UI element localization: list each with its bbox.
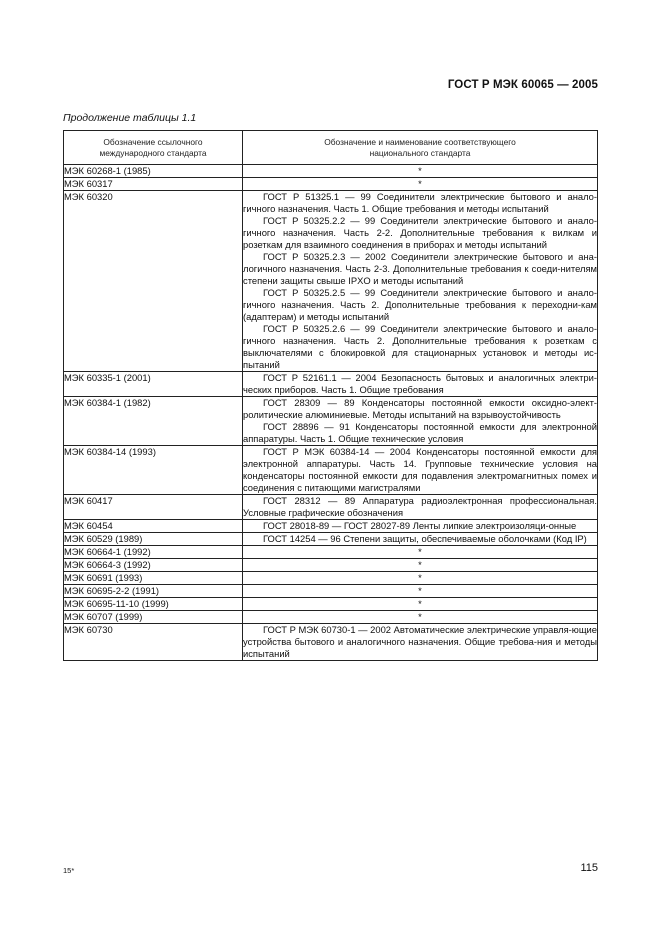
national-standard-cell bbox=[243, 572, 598, 585]
national-standard-cell bbox=[243, 546, 598, 559]
table-row bbox=[64, 585, 598, 598]
table-row bbox=[64, 559, 598, 572]
table-row bbox=[64, 546, 598, 559]
not-available-mark: * bbox=[418, 598, 422, 609]
national-standard-text: ГОСТ Р 50325.2.2 — 99 Соединители электрические бытового и анало-гичного назначения. Часть 2-2. Дополнительные требования к вилкам и розеткам для взаимного соединения в приборах и методы испытаний bbox=[243, 215, 597, 250]
table-row bbox=[64, 397, 598, 446]
international-standard-cell: МЭК 60320 bbox=[64, 191, 243, 372]
table-row bbox=[64, 598, 598, 611]
international-standard-cell: МЭК 60335-1 (2001) bbox=[64, 372, 243, 397]
not-available-mark: * bbox=[418, 559, 422, 570]
table-row bbox=[64, 191, 598, 372]
international-standard-cell: МЭК 60384-1 (1982) bbox=[64, 397, 243, 446]
national-standard-text: ГОСТ Р 50325.2.5 — 99 Соединители электрические бытового и анало-гичного назначения. Часть 2. Дополнительные требования к переходни-кам (адаптерам) и методы испытаний bbox=[243, 287, 597, 322]
international-standard-cell: МЭК 60664-3 (1992) bbox=[64, 559, 243, 572]
national-standard-text: ГОСТ 14254 — 96 Степени защиты, обеспечиваемые оболочками (Код IP) bbox=[263, 533, 587, 544]
international-standard-cell: МЭК 60695-2-2 (1991) bbox=[64, 585, 243, 598]
not-available-mark: * bbox=[418, 165, 422, 176]
national-standard-cell bbox=[243, 520, 598, 533]
national-standard-cell bbox=[243, 598, 598, 611]
international-standard-cell: МЭК 60730 bbox=[64, 624, 243, 661]
national-standard-cell bbox=[243, 191, 598, 372]
column-header-national bbox=[243, 131, 598, 165]
not-available-mark: * bbox=[418, 611, 422, 622]
column-header-line: национального стандарта bbox=[369, 147, 471, 158]
table-row bbox=[64, 178, 598, 191]
national-standard-cell bbox=[243, 533, 598, 546]
international-standard-cell: МЭК 60417 bbox=[64, 495, 243, 520]
table-row bbox=[64, 446, 598, 495]
international-standard-cell: МЭК 60529 (1989) bbox=[64, 533, 243, 546]
international-standard-cell: МЭК 60317 bbox=[64, 178, 243, 191]
international-standard-cell: МЭК 60454 bbox=[64, 520, 243, 533]
page-number: 115 bbox=[580, 862, 598, 874]
column-header-line: Обозначение и наименование соответствующего bbox=[324, 136, 516, 147]
national-standard-text: ГОСТ 28312 — 89 Аппаратура радиоэлектронная профессиональная. Условные графические обозначения bbox=[243, 495, 597, 518]
international-standard-cell: МЭК 60384-14 (1993) bbox=[64, 446, 243, 495]
standards-table bbox=[63, 130, 598, 661]
table-row bbox=[64, 533, 598, 546]
international-standard-cell: МЭК 60268-1 (1985) bbox=[64, 165, 243, 178]
not-available-mark: * bbox=[418, 546, 422, 557]
table-caption: Продолжение таблицы 1.1 bbox=[63, 112, 197, 124]
table-row bbox=[64, 372, 598, 397]
national-standard-cell bbox=[243, 397, 598, 446]
national-standard-cell bbox=[243, 446, 598, 495]
national-standard-cell bbox=[243, 495, 598, 520]
table-row bbox=[64, 165, 598, 178]
table-row bbox=[64, 495, 598, 520]
not-available-mark: * bbox=[418, 572, 422, 583]
column-header-line: международного стандарта bbox=[99, 147, 207, 158]
national-standard-cell bbox=[243, 178, 598, 191]
national-standard-cell bbox=[243, 372, 598, 397]
not-available-mark: * bbox=[418, 178, 422, 189]
national-standard-text: ГОСТ Р МЭК 60384-14 — 2004 Конденсаторы постоянной емкости для электронной аппаратуры. Часть 14. Групповые технические условия на конденсаторы постоянной емкости для подавления электромагнитных помех и соединения с питающими магистралями bbox=[243, 446, 597, 493]
table-row bbox=[64, 520, 598, 533]
national-standard-cell bbox=[243, 585, 598, 598]
national-standard-text: ГОСТ 28018-89 — ГОСТ 28027-89 Ленты липкие электроизоляци-онные bbox=[263, 520, 577, 531]
national-standard-cell bbox=[243, 611, 598, 624]
national-standard-text: ГОСТ Р 50325.2.6 — 99 Соединители электрические бытового и анало-гичного назначения. Часть 2. Дополнительные требования к розеткам с выключателями с блокировкой для стационарных установок и методы ис-пытаний bbox=[243, 323, 597, 370]
column-header-line: Обозначение ссылочного bbox=[103, 136, 203, 147]
national-standard-text: ГОСТ Р 50325.2.3 — 2002 Соединители электрические бытового и ана-логичного назначения. Часть 2-3. Дополнительные требования к соеди-нителям степени защиты свыше IPXO и методы испытаний bbox=[243, 251, 597, 286]
international-standard-cell: МЭК 60664-1 (1992) bbox=[64, 546, 243, 559]
national-standard-text: ГОСТ 28309 — 89 Конденсаторы постоянной емкости оксидно-элект-ролитические алюминиевые. Методы испытаний на взрывоустойчивость bbox=[243, 397, 597, 420]
table-row bbox=[64, 611, 598, 624]
national-standard-text: ГОСТ 28896 — 91 Конденсаторы постоянной емкости для электронной аппаратуры. Часть 1. Общие технические условия bbox=[243, 421, 597, 444]
national-standard-cell bbox=[243, 165, 598, 178]
table-row bbox=[64, 624, 598, 661]
national-standard-text: ГОСТ Р МЭК 60730-1 — 2002 Автоматические электрические управля-ющие устройства бытового и аналогичного назначения. Общие требова-ния и методы испытаний bbox=[243, 624, 597, 659]
footer-signature-mark: 15* bbox=[63, 866, 75, 875]
national-standard-text: ГОСТ Р 52161.1 — 2004 Безопасность бытовых и аналогичных электри-ческих приборов. Часть 1. Общие требования bbox=[243, 372, 597, 395]
document-code: ГОСТ Р МЭК 60065 — 2005 bbox=[447, 79, 598, 91]
international-standard-cell: МЭК 60707 (1999) bbox=[64, 611, 243, 624]
national-standard-cell bbox=[243, 559, 598, 572]
not-available-mark: * bbox=[418, 585, 422, 596]
international-standard-cell: МЭК 60691 (1993) bbox=[64, 572, 243, 585]
table-header-row bbox=[64, 131, 598, 165]
column-header-international bbox=[64, 131, 243, 165]
national-standard-cell bbox=[243, 624, 598, 661]
national-standard-text: ГОСТ Р 51325.1 — 99 Соединители электрические бытового и анало-гичного назначения. Часть 1. Общие требования и методы испытаний bbox=[243, 191, 597, 214]
table-row bbox=[64, 572, 598, 585]
international-standard-cell: МЭК 60695-11-10 (1999) bbox=[64, 598, 243, 611]
